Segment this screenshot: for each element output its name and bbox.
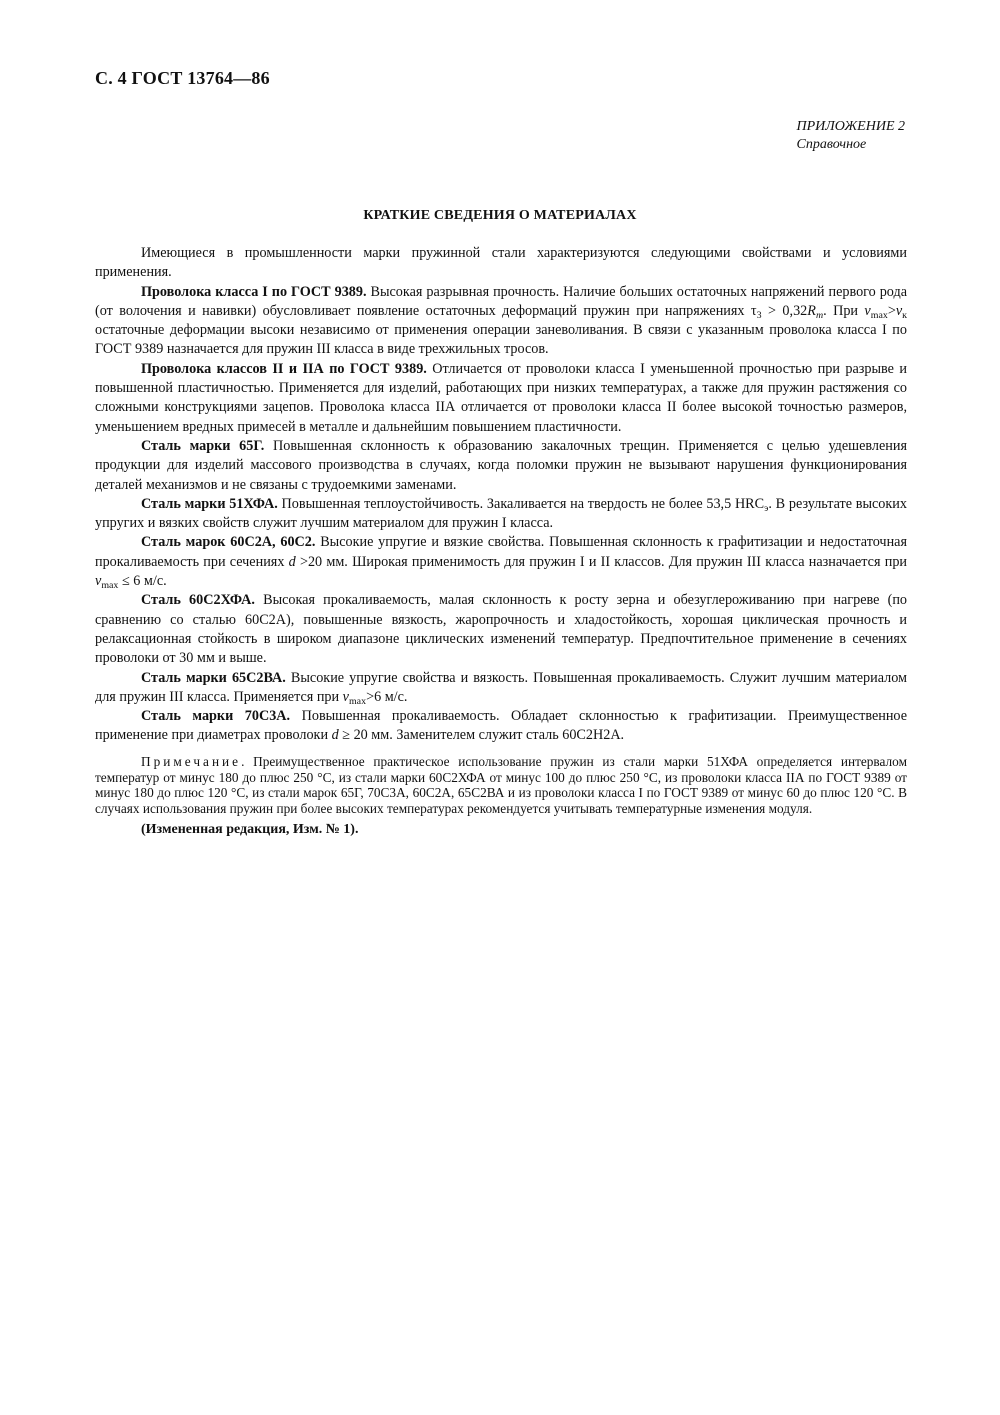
math-symbol: v bbox=[95, 573, 102, 590]
paragraph-steel-60s2hfa bbox=[95, 591, 907, 668]
paragraph-text: . При bbox=[823, 302, 865, 319]
math-symbol: d bbox=[331, 727, 339, 744]
paragraph-wire-class-1 bbox=[95, 283, 907, 360]
math-symbol: v bbox=[864, 302, 871, 319]
paragraph-text: Высокая разрывная прочность. Наличие больших остаточных напряжений первого рода (от волочения и навивки) обусловливает появление остаточных деформаций пружин при напряжениях τ bbox=[95, 283, 907, 319]
paragraph-steel-65s2va bbox=[95, 669, 907, 708]
math-symbol: R bbox=[807, 302, 816, 319]
paragraph-steel-51hfa bbox=[95, 495, 907, 534]
appendix-type: Справочное bbox=[796, 137, 867, 152]
note-label: Примечание bbox=[141, 753, 242, 769]
paragraph-lead: Сталь 60С2ХФА. bbox=[141, 592, 255, 609]
paragraph-text: Повышенная прокаливаемость. Обладает склонностью к графитизации. Преимущественное применение при диаметрах проволоки bbox=[95, 708, 908, 744]
paragraph-text: Повышенная теплоустойчивость. Закаливается на твердость не более 53,5 HRC bbox=[277, 495, 765, 512]
paragraph-text: Отличается от проволоки класса I уменьшенной прочностью при разрыве и повышенной пластичностью. Применяется для изделий, работающих при низких температурах, а также для пружин растяжения со сложными конструкциями зацепов. Проволока класса IIА отличается от проволоки класса II более высокой точностью размеров, уменьшением вредных примесей в металле и дальнейшим повышением пластичности. bbox=[95, 360, 907, 435]
subscript: max bbox=[101, 580, 119, 592]
paragraph-lead: Проволока классов II и IIА по ГОСТ 9389. bbox=[141, 360, 427, 377]
paragraph-text: > bbox=[887, 302, 896, 319]
paragraph-text: Высокая прокаливаемость, малая склонность к росту зерна и обезуглероживанию при нагреве (по сравнению со сталью 60С2А), повышенные вязкость, жаропрочность и хладостойкость, хорошая циклическая прочность и релаксационная стойкость в широком диапазоне циклических изменений температур. Предпочтительное применение в сечениях проволоки от 30 мм и выше. bbox=[95, 592, 908, 667]
section-title: КРАТКИЕ СВЕДЕНИЯ О МАТЕРИАЛАХ bbox=[363, 208, 637, 223]
paragraph-lead: Сталь марки 65Г. bbox=[141, 437, 265, 454]
subscript: m bbox=[815, 309, 824, 321]
document-body bbox=[95, 244, 907, 839]
paragraph-text: ≤ 6 м/с. bbox=[118, 573, 167, 590]
amendment-note: (Измененная редакция, Изм. № 1). bbox=[141, 821, 359, 837]
paragraph-wire-class-2 bbox=[95, 360, 907, 437]
paragraph-steel-70s3a bbox=[95, 707, 907, 746]
appendix-title: ПРИЛОЖЕНИЕ 2 bbox=[796, 119, 905, 134]
paragraph-text: ≥ 20 мм. Заменителем служит сталь 60С2Н2А. bbox=[338, 727, 625, 744]
math-symbol: d bbox=[288, 553, 296, 570]
appendix-label bbox=[797, 118, 905, 154]
paragraph-text: остаточные деформации высоки независимо от применения операции заневоливания. В связи с указанным проволока класса I по ГОСТ 9389 назначается для пружин III класса в виде трехжильных тросов. bbox=[95, 322, 907, 358]
page-header: С. 4 ГОСТ 13764—86 bbox=[95, 68, 270, 88]
paragraph-steel-65g bbox=[95, 437, 907, 495]
note-paragraph bbox=[95, 754, 907, 817]
subscript: 3 bbox=[756, 309, 762, 321]
paragraph-text: >20 мм. Широкая применимость для пружин I и II классов. Для пружин III класса назначается при bbox=[295, 553, 908, 570]
subscript: max bbox=[348, 695, 367, 707]
intro-paragraph: Имеющиеся в промышленности марки пружинной стали характеризуются следующими свойствами и условиями применения. bbox=[95, 245, 907, 281]
paragraph-text: > 0,32 bbox=[761, 302, 808, 319]
paragraph-text: . В результате высоких упругих и вязких свойств служит лучшим материалом для пружин I класса. bbox=[95, 495, 907, 532]
subscript: max bbox=[870, 309, 888, 321]
math-symbol: v bbox=[895, 302, 903, 319]
paragraph-steel-60s2a bbox=[95, 533, 907, 591]
paragraph-lead: Сталь марки 65С2ВА. bbox=[141, 669, 286, 686]
paragraph-text: >6 м/с. bbox=[366, 688, 408, 705]
paragraph-text: Повышенная склонность к образованию закалочных трещин. Применяется с целью удешевления продукции для изделий массового производства в случаях, когда поломки пружин не вызывают нарушения функционирования деталей механизмов и не связаны с трудоемкими заменами. bbox=[95, 437, 907, 493]
paragraph-lead: Сталь марки 70С3А. bbox=[141, 708, 291, 725]
paragraph-lead: Сталь марки 51ХФА. bbox=[141, 495, 278, 512]
subscript: э bbox=[764, 502, 769, 514]
subscript: к bbox=[902, 309, 907, 321]
note-text: . Преимущественное практическое использование пружин из стали марки 51ХФА определяется интервалом температур от минус 180 до плюс 250 °С, из стали марки 60С2ХФА от минус 100 до плюс 250 °С, из проволоки класса IIА по ГОСТ 9389 от минус 180 до плюс 120 °С, из стали марок 65Г, 70С3А, 60С2А, 65С2ВА и из проволоки класса I по ГОСТ 9389 от минус 60 до плюс 120 °С. В случаях использования пружин при более высоких температурах рекомендуется учитывать температурные изменения модуля. bbox=[95, 753, 907, 817]
paragraph-lead: Сталь марок 60С2А, 60С2. bbox=[141, 534, 316, 551]
paragraph-lead: Проволока класса I по ГОСТ 9389. bbox=[141, 283, 367, 300]
math-symbol: v bbox=[342, 688, 349, 705]
paragraph-text: Высокие упругие свойства и вязкость. Повышенная прокаливаемость. Служит лучшим материалом для пружин III класса. Применяется при bbox=[95, 669, 908, 705]
paragraph-text: Высокие упругие и вязкие свойства. Повышенная склонность к графитизации и недостаточная прокаливаемость при сечениях bbox=[95, 534, 907, 570]
